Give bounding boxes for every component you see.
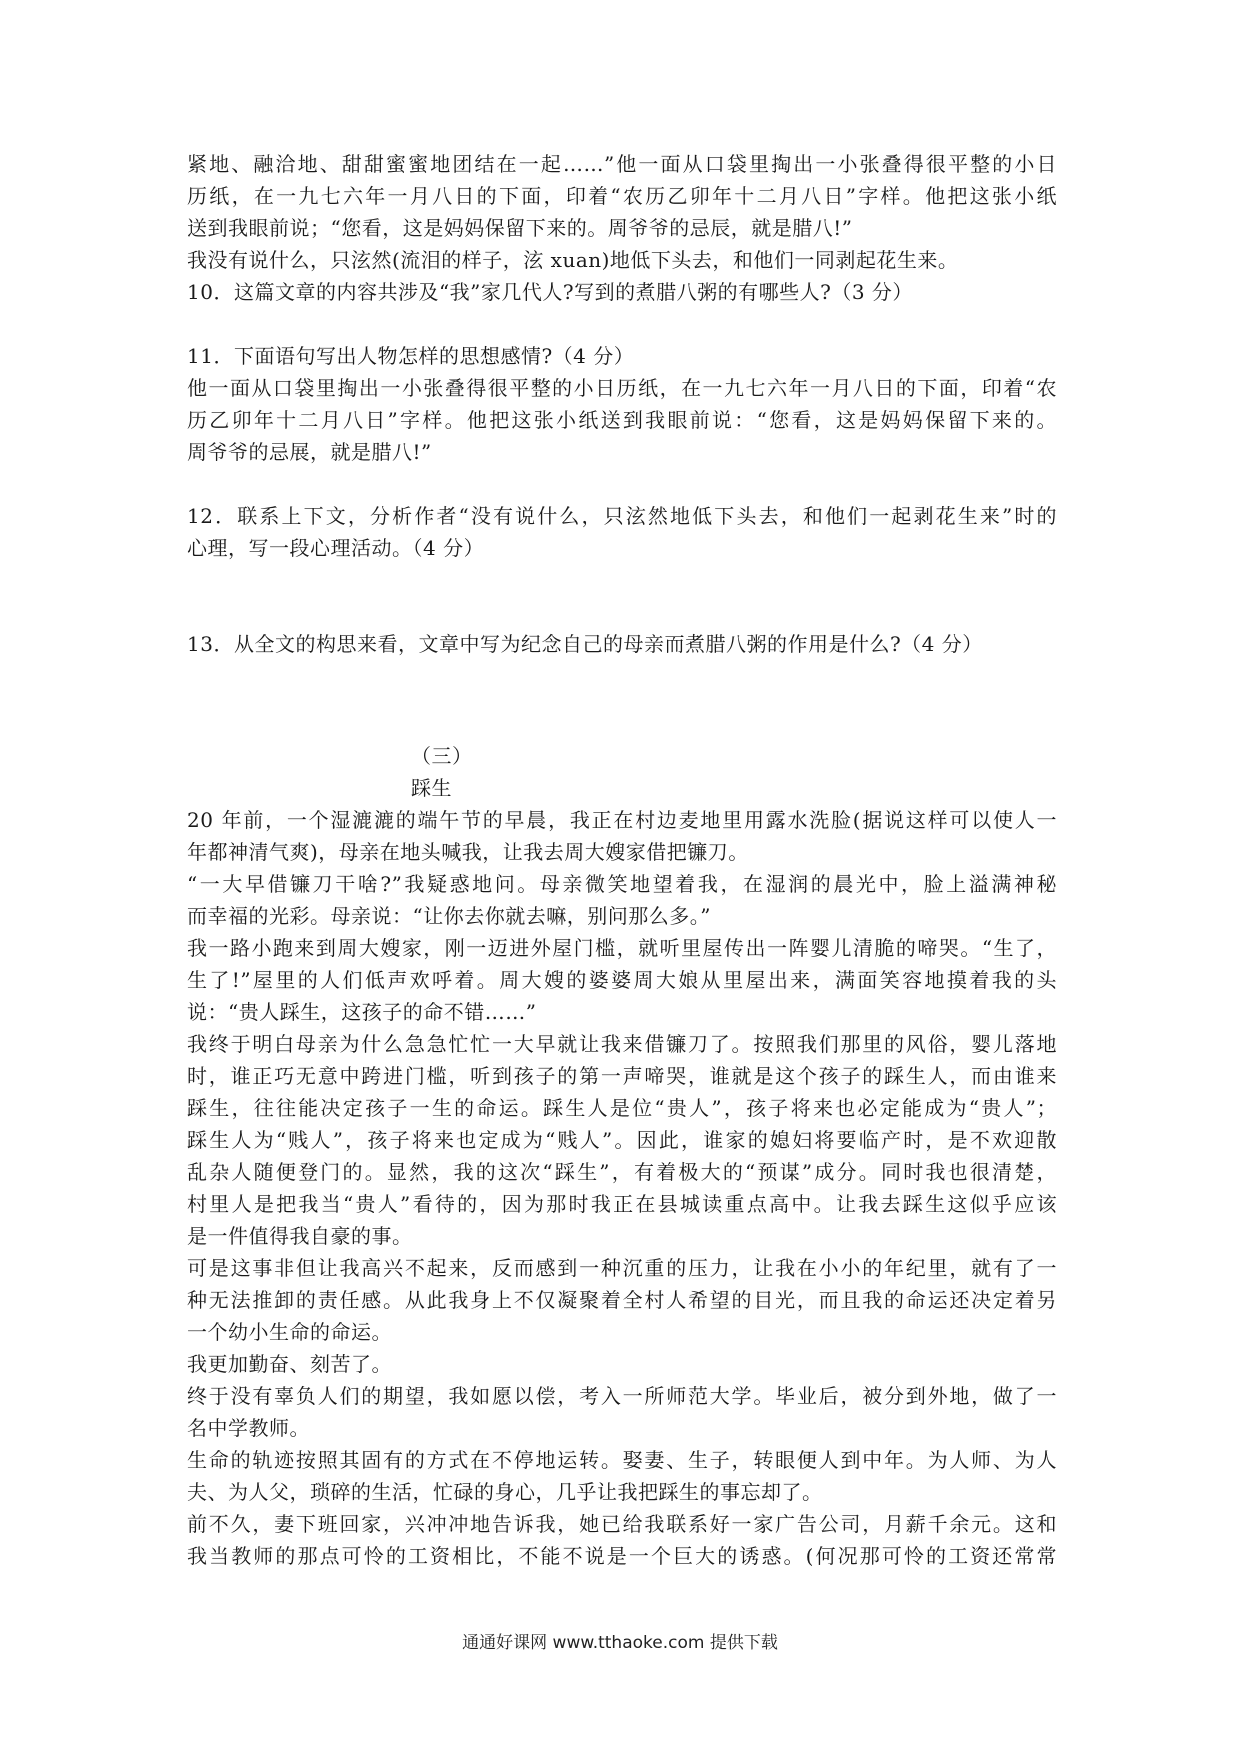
text-line: 我当教师的那点可怜的工资相比，不能不说是一个巨大的诱惑。(何况那可怜的工资还常常 (187, 1544, 1057, 1568)
text-line: 紧地、融洽地、甜甜蜜蜜地团结在一起……”他一面从口袋里掏出一小张叠得很平整的小日 (187, 152, 1057, 176)
text-line: 而幸福的光彩。母亲说：“让你去你就去嘛，别问那么多。” (187, 904, 711, 928)
page-footer: 通通好课网 www.tthaoke.com 提供下载 (462, 1633, 778, 1653)
document-page (187, 148, 1057, 1572)
text-line: 乱杂人随便登门的。显然，我的这次“踩生”，有着极大的“预谋”成分。同时我也很清楚， (187, 1160, 1057, 1184)
text-line: 我更加勤奋、刻苦了。 (187, 1352, 392, 1376)
text-line: 送到我眼前说；“您看，这是妈妈保留下来的。周爷爷的忌辰，就是腊八!” (187, 216, 853, 240)
text-line: 历纸，在一九七六年一月八日的下面，印着“农历乙卯年十二月八日”字样。他把这张小纸 (187, 184, 1057, 208)
text-line: 终于没有辜负人们的期望，我如愿以偿，考入一所师范大学。毕业后，被分到外地，做了一 (187, 1384, 1057, 1408)
text-line: 年都神清气爽)，母亲在地头喊我，让我去周大嫂家借把镰刀。 (187, 840, 749, 864)
text-line: 踩生人为“贱人”，孩子将来也定成为“贱人”。因此，谁家的媳妇将要临产时，是不欢迎散 (187, 1128, 1057, 1152)
text-line: 心理，写一段心理活动。（4 分） (187, 536, 485, 560)
text-line: 我终于明白母亲为什么急急忙忙一大早就让我来借镰刀了。按照我们那里的风俗，婴儿落地 (187, 1032, 1057, 1056)
text-line: 我没有说什么，只泫然(流泪的样子，泫 xuan)地低下头去，和他们一同剥起花生来。 (187, 248, 959, 272)
text-line: 生了!”屋里的人们低声欢呼着。周大嫂的婆婆周大娘从里屋出来，满面笑容地摸着我的头 (187, 968, 1057, 992)
text-line: 种无法推卸的责任感。从此我身上不仅凝聚着全村人希望的目光，而且我的命运还决定着另 (187, 1288, 1057, 1312)
question-12 (187, 500, 1057, 564)
question-10: 10．这篇文章的内容共涉及“我”家几代人?写到的煮腊八粥的有哪些人?（3 分） (187, 280, 913, 304)
passage-excerpt (187, 148, 1057, 276)
text-line: 12．联系上下文，分析作者“没有说什么，只泫然地低下头去，和他们一起剥花生来”时的 (187, 504, 1057, 528)
text-line: 他一面从口袋里掏出一小张叠得很平整的小日历纸，在一九七六年一月八日的下面，印着“农 (187, 376, 1057, 400)
text-line: 村里人是把我当“贵人”看待的，因为那时我正在县城读重点高中。让我去踩生这似乎应该 (187, 1192, 1057, 1216)
question-11: 11．下面语句写出人物怎样的思想感情?（4 分） (187, 344, 635, 368)
text-line: 踩生，往往能决定孩子一生的命运。踩生人是位“贵人”，孩子将来也必定能成为“贵人”； (187, 1096, 1057, 1120)
question-13: 13．从全文的构思来看，文章中写为纪念自己的母亲而煮腊八粥的作用是什么?（4 分） (187, 632, 983, 656)
text-line: “一大早借镰刀干啥?”我疑惑地问。母亲微笑地望着我，在湿润的晨光中，脸上溢满神秘 (187, 872, 1057, 896)
text-line: 一个幼小生命的命运。 (187, 1320, 392, 1344)
story-passage (187, 804, 1057, 1572)
text-line: 可是这事非但让我高兴不起来，反而感到一种沉重的压力，让我在小小的年纪里，就有了一 (187, 1256, 1057, 1280)
text-line: 夫、为人父，琐碎的生活，忙碌的身心，几乎让我把踩生的事忘却了。 (187, 1480, 823, 1504)
text-line: 生命的轨迹按照其固有的方式在不停地运转。娶妻、生子，转眼便人到中年。为人师、为人 (187, 1448, 1057, 1472)
text-line: 我一路小跑来到周大嫂家，刚一迈进外屋门槛，就听里屋传出一阵婴儿清脆的啼哭。“生了， (187, 936, 1057, 960)
text-line: 是一件值得我自豪的事。 (187, 1224, 413, 1248)
text-line: 周爷爷的忌展，就是腊八!” (187, 440, 432, 464)
section-title: 踩生 (411, 776, 452, 800)
text-line: 说：“贵人踩生，这孩子的命不错……” (187, 1000, 537, 1024)
text-line: 历乙卯年十二月八日”字样。他把这张小纸送到我眼前说：“您看，这是妈妈保留下来的。 (187, 408, 1057, 432)
question-11-quote (187, 372, 1057, 468)
section-number: （三） (411, 744, 473, 768)
text-line: 时，谁正巧无意中跨进门槛，听到孩子的第一声啼哭，谁就是这个孩子的踩生人，而由谁来 (187, 1064, 1057, 1088)
text-line: 名中学教师。 (187, 1416, 310, 1440)
text-line: 20 年前，一个湿漉漉的端午节的早晨，我正在村边麦地里用露水洗脸(据说这样可以使人一 (187, 808, 1057, 832)
text-line: 前不久，妻下班回家，兴冲冲地告诉我，她已给我联系好一家广告公司，月薪千余元。这和 (187, 1512, 1057, 1536)
